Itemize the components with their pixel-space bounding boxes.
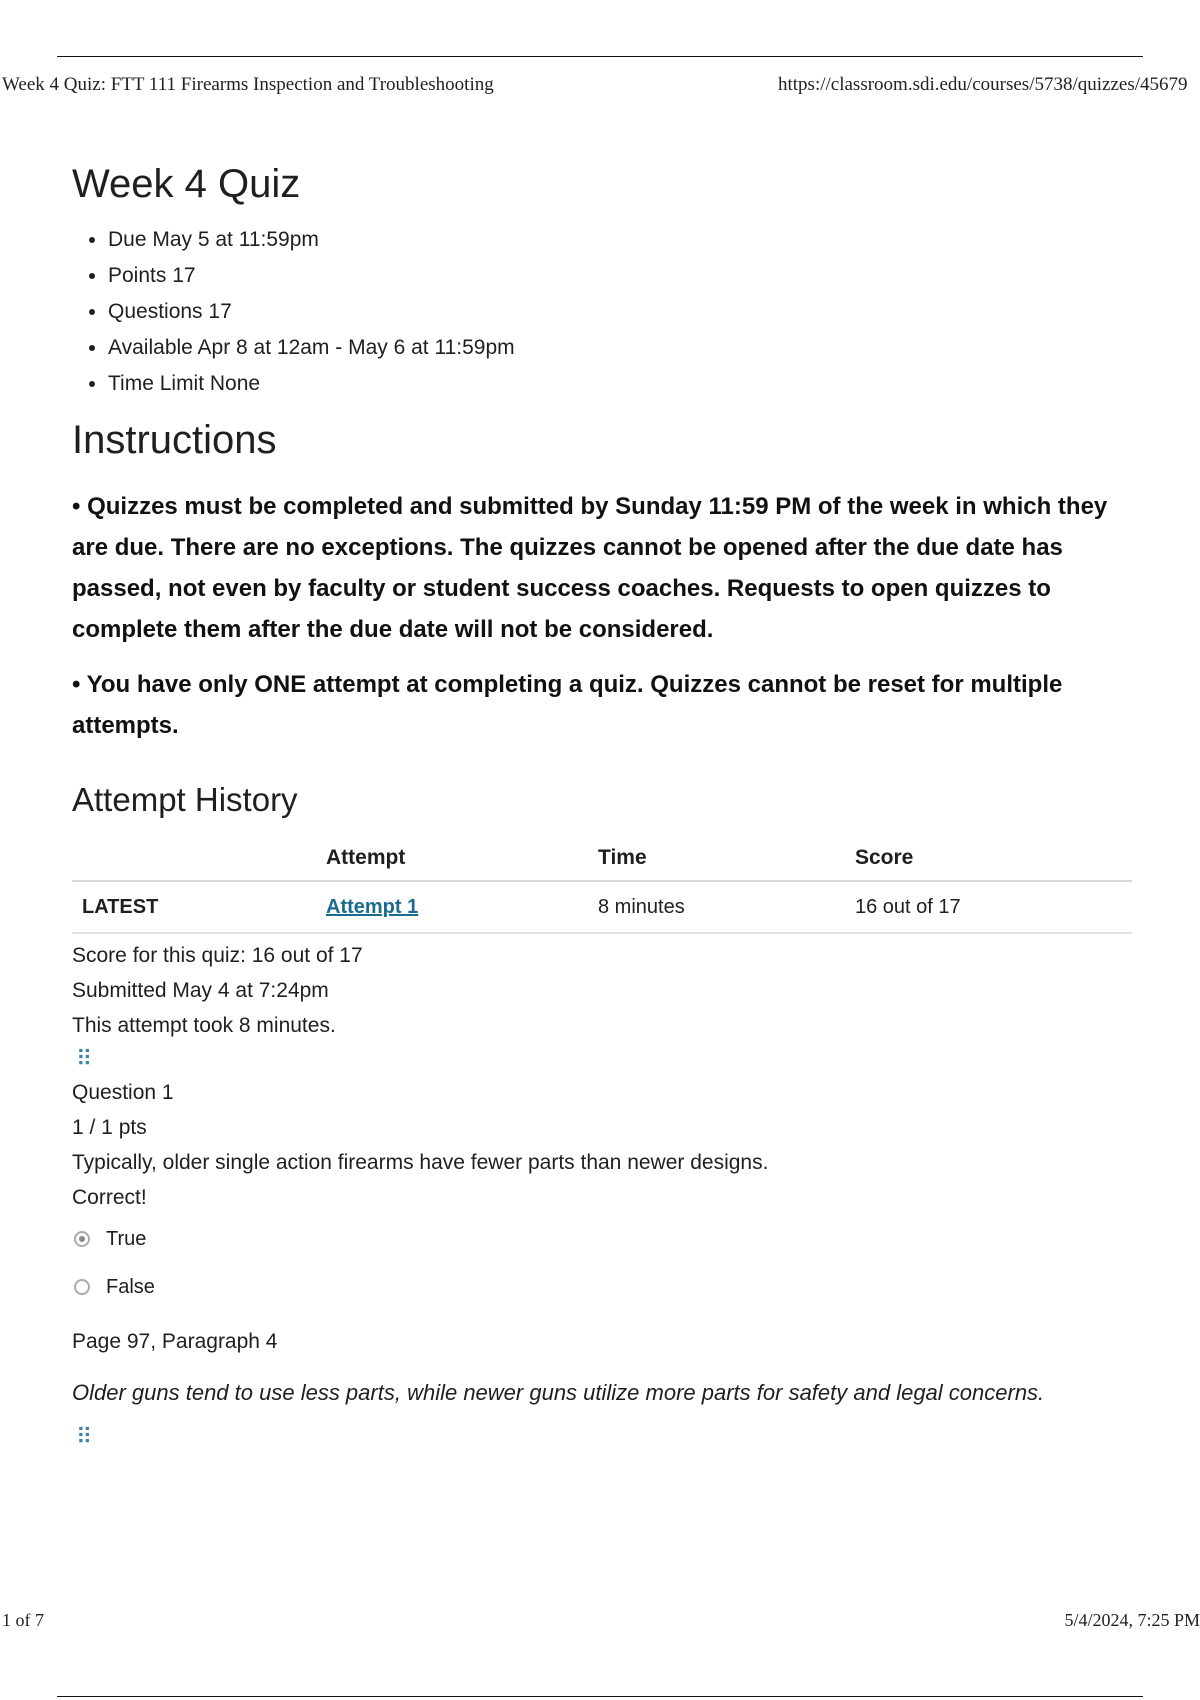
column-header-blank: [72, 836, 325, 881]
quiz-summary: [72, 938, 1132, 1043]
print-datetime: 5/4/2024, 7:25 PM: [1064, 1610, 1200, 1630]
quiz-meta-questions: • Questions 17: [108, 294, 1132, 330]
drag-handle-icon: ⠿: [76, 1424, 91, 1449]
attempt-1-link[interactable]: Attempt 1: [326, 895, 419, 918]
table-row: [72, 881, 1132, 933]
radio-unselected-icon[interactable]: [74, 1279, 90, 1295]
quiz-content: [72, 160, 1132, 1453]
attempt-duration: This attempt took 8 minutes.: [72, 1014, 336, 1037]
attempt-time: 8 minutes: [597, 881, 854, 933]
question-title: Question 1: [72, 1081, 174, 1104]
submitted-time: Submitted May 4 at 7:24pm: [72, 979, 329, 1002]
quiz-meta-list: [72, 222, 1132, 402]
page-count: 1 of 7: [2, 1610, 44, 1630]
radio-selected-icon[interactable]: [74, 1231, 90, 1247]
answer-label: False: [106, 1275, 155, 1298]
column-header-score: Score: [854, 836, 1132, 881]
column-header-attempt: Attempt: [325, 836, 597, 881]
answer-explanation: Older guns tend to use less parts, while newer guns utilize more parts for safety and legal concerns.: [72, 1380, 1045, 1405]
column-header-time: Time: [597, 836, 854, 881]
attempt-cell: [325, 881, 597, 933]
quiz-meta-due: • Due May 5 at 11:59pm: [108, 222, 1132, 258]
table-header-row: [72, 836, 1132, 881]
quiz-meta-available: • Available Apr 8 at 12am - May 6 at 11:59pm: [108, 330, 1132, 366]
attempt-history-heading: Attempt History: [72, 781, 298, 818]
instructions-heading: Instructions: [72, 418, 277, 462]
bottom-rule: [57, 1696, 1143, 1697]
attempt-history-table: [72, 836, 1132, 934]
latest-label: LATEST: [72, 881, 325, 933]
quiz-meta-points: • Points 17: [108, 258, 1132, 294]
attempt-score: 16 out of 17: [854, 881, 1132, 933]
instructions-paragraph: • You have only ONE attempt at completing a quiz. Quizzes cannot be reset for multiple attempts.: [72, 671, 1063, 739]
drag-handle-icon: ⠿: [76, 1046, 91, 1071]
answer-option-false[interactable]: [72, 1263, 1132, 1311]
top-rule: [57, 56, 1143, 57]
quiz-meta-time-limit: • Time Limit None: [108, 366, 1132, 402]
question-result: Correct!: [72, 1186, 147, 1209]
answer-option-true[interactable]: [72, 1215, 1132, 1263]
print-header-url: https://classroom.sdi.edu/courses/5738/quizzes/45679: [778, 74, 1188, 95]
quiz-title: Week 4 Quiz: [72, 162, 301, 206]
quiz-score: Score for this quiz: 16 out of 17: [72, 944, 363, 967]
answer-label: True: [106, 1227, 147, 1250]
answer-reference: Page 97, Paragraph 4: [72, 1330, 278, 1353]
question-text: Typically, older single action firearms have fewer parts than newer designs.: [72, 1151, 769, 1174]
instructions-paragraph: • Quizzes must be completed and submitted by Sunday 11:59 PM of the week in which they are due. There are no exceptions. The quizzes cannot be opened after the due date has passed, not even by faculty or student success coaches. Requests to open quizzes to complete them after the due date will not be considered.: [72, 493, 1108, 643]
question-points: 1 / 1 pts: [72, 1116, 147, 1139]
print-header-title: Week 4 Quiz: FTT 111 Firearms Inspection and Troubleshooting: [2, 74, 494, 95]
